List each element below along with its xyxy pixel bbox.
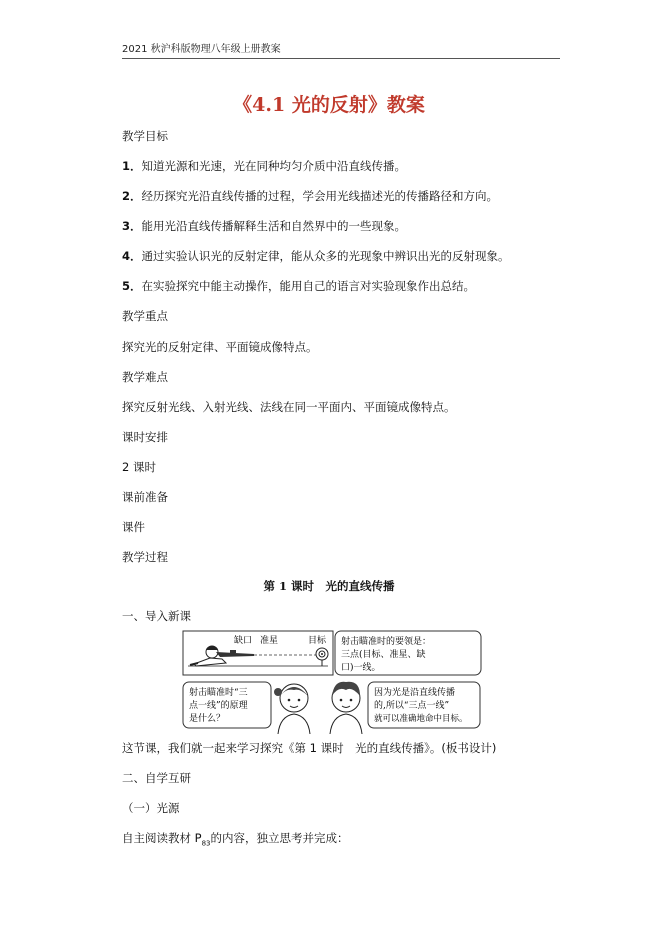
goals-heading: 教学目标 [122, 129, 168, 143]
goal-item-1 [122, 158, 406, 174]
goal-text: 能用光沿直线传播解释生活和自然界中的一些现象。 [141, 219, 407, 233]
page-subscript: 83 [201, 839, 211, 848]
goal-number: 3． [122, 219, 142, 233]
goal-text: 通过实验认识光的反射定律，能从众多的光现象中辨识出光的反射现象。 [141, 249, 510, 263]
boy-figure [330, 682, 362, 734]
goal-text: 知道光源和光速，光在同种均匀介质中沿直线传播。 [141, 159, 407, 173]
girl-bubble-text: 射击瞄准时“三 点一线”的原理 是什么？ [189, 688, 248, 724]
girl-figure [274, 684, 310, 734]
light-source-heading: （一）光源 [122, 801, 180, 815]
lesson-title: 第 1 课时 光的直线传播 [263, 579, 395, 593]
preparation-text: 课件 [122, 520, 145, 534]
reading-instruction [122, 830, 349, 847]
goal-number: 1． [122, 159, 142, 173]
goal-item-4 [122, 248, 510, 264]
key-points-text: 探究光的反射定律、平面镜成像特点。 [122, 340, 318, 354]
preparation-heading: 课前准备 [122, 490, 168, 504]
goal-text: 经历探究光沿直线传播的过程，学会用光线描述光的传播路径和方向。 [141, 189, 499, 203]
intro-text: 这节课，我们就一起来学习探究《第 1 课时 光的直线传播》。(板书设计) [122, 741, 497, 755]
goal-item-2 [122, 188, 498, 204]
label-target: 目标 [308, 636, 327, 646]
goal-number: 4． [122, 249, 142, 263]
goal-item-5 [122, 278, 475, 294]
label-sight: 准星 [260, 636, 279, 646]
difficult-points-heading: 教学难点 [122, 370, 168, 384]
intro-heading: 一、导入新课 [122, 609, 191, 623]
illustration-graphic [182, 630, 482, 734]
page-header: 2021 秋沪科版物理八年级上册教案 [122, 40, 560, 59]
goal-text: 在实验探究中能主动操作，能用自己的语言对实验现象作出总结。 [141, 279, 476, 293]
schedule-heading: 课时安排 [122, 430, 168, 444]
schedule-text: 2 课时 [122, 460, 156, 474]
label-notch: 缺口 [234, 636, 253, 646]
key-points-heading: 教学重点 [122, 309, 168, 323]
aiming-illustration [182, 630, 482, 734]
difficult-points-text: 探究反射光线、入射光线、法线在同一平面内、平面镜成像特点。 [122, 400, 456, 414]
tip-box-text: 射击瞄准时的要领是： 三点(目标、准星、缺 口)一线。 [341, 637, 432, 673]
goal-number: 2． [122, 189, 142, 203]
goal-item-3 [122, 218, 406, 234]
boy-bubble-text: 因为光是沿直线传播 的,所以“三点一线” 就可以准确地命中目标。 [374, 688, 468, 724]
reading-text-after: 的内容，独立思考并完成： [210, 831, 349, 845]
self-study-heading: 二、自学互研 [122, 771, 191, 785]
reading-text-before: 自主阅读教材 P [122, 831, 202, 845]
goal-number: 5． [122, 279, 142, 293]
process-heading: 教学过程 [122, 550, 168, 564]
document-title: 《4.1 光的反射》教案 [233, 94, 425, 116]
